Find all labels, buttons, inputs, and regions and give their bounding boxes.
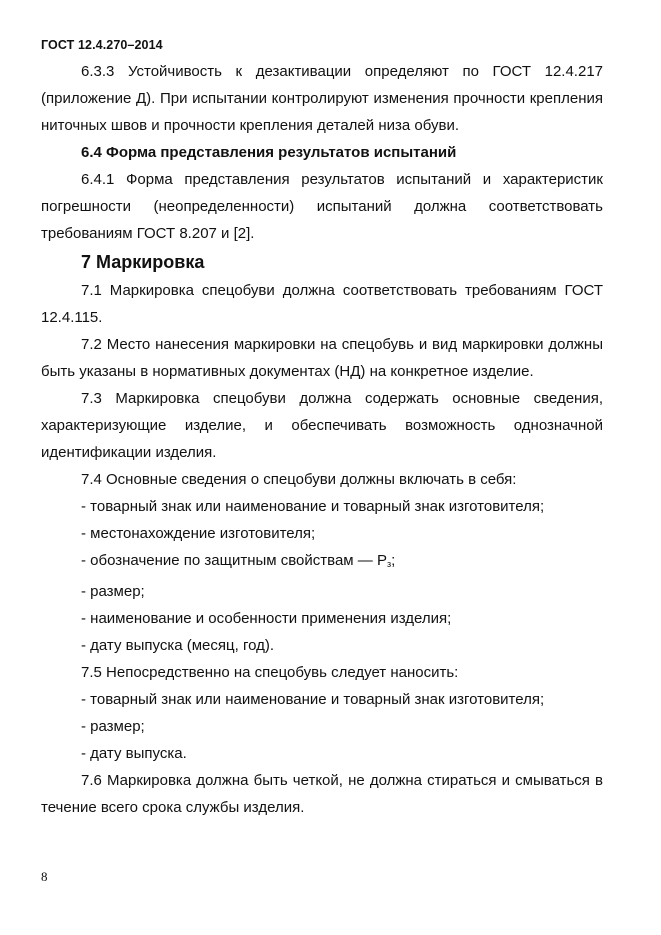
subscript-text: з	[386, 559, 392, 569]
list-item: - размер;	[81, 583, 145, 600]
paragraph-7-6: 7.6 Маркировка должна быть четкой, не должна стираться и смываться в течение всего срока службы изделия.	[41, 772, 603, 816]
list-item: - местонахождение изготовителя;	[81, 525, 316, 542]
list-item-tail: ;	[391, 552, 396, 569]
subsection-heading-6-4: 6.4 Форма представления результатов испытаний	[81, 144, 457, 161]
list-item: - товарный знак или наименование и товарный знак изготовителя;	[81, 498, 545, 515]
paragraph-7-3: 7.3 Маркировка спецобуви должна содержать основные сведения, характеризующие изделие, и обеспечивать возможность однозначной идентификации изделия.	[41, 390, 603, 461]
section-heading-7: 7 Маркировка	[81, 252, 205, 272]
paragraph-7-2: 7.2 Место нанесения маркировки на спецобувь и вид маркировки должны быть указаны в нормативных документах (НД) на конкретное изделие.	[41, 336, 603, 380]
list-item: - размер;	[81, 718, 145, 735]
list-item-text: - обозначение по защитным свойствам — Р	[81, 552, 387, 569]
page-number: 8	[41, 869, 48, 884]
document-body	[41, 58, 603, 821]
list-item: - товарный знак или наименование и товарный знак изготовителя;	[81, 691, 545, 708]
list-item: - наименование и особенности применения изделия;	[81, 610, 452, 627]
document-header: ГОСТ 12.4.270–2014	[41, 38, 163, 52]
paragraph-7-1: 7.1 Маркировка спецобуви должна соответствовать требованиям ГОСТ 12.4.115.	[41, 282, 603, 326]
list-item	[41, 547, 603, 578]
paragraph-6-3-3: 6.3.3 Устойчивость к дезактивации определяют по ГОСТ 12.4.217 (приложение Д). При испытании контролируют изменения прочности крепления ниточных швов и прочности крепления деталей низа обуви.	[41, 63, 603, 134]
list-item: - дату выпуска.	[81, 745, 187, 762]
paragraph-6-4-1: 6.4.1 Форма представления результатов испытаний и характеристик погрешности (неопределенности) испытаний должна соответствовать требованиям ГОСТ 8.207 и [2].	[41, 171, 603, 242]
paragraph-7-5: 7.5 Непосредственно на спецобувь следует наносить:	[81, 664, 459, 681]
list-item: - дату выпуска (месяц, год).	[81, 637, 275, 654]
paragraph-7-4: 7.4 Основные сведения о спецобуви должны включать в себя:	[81, 471, 517, 488]
